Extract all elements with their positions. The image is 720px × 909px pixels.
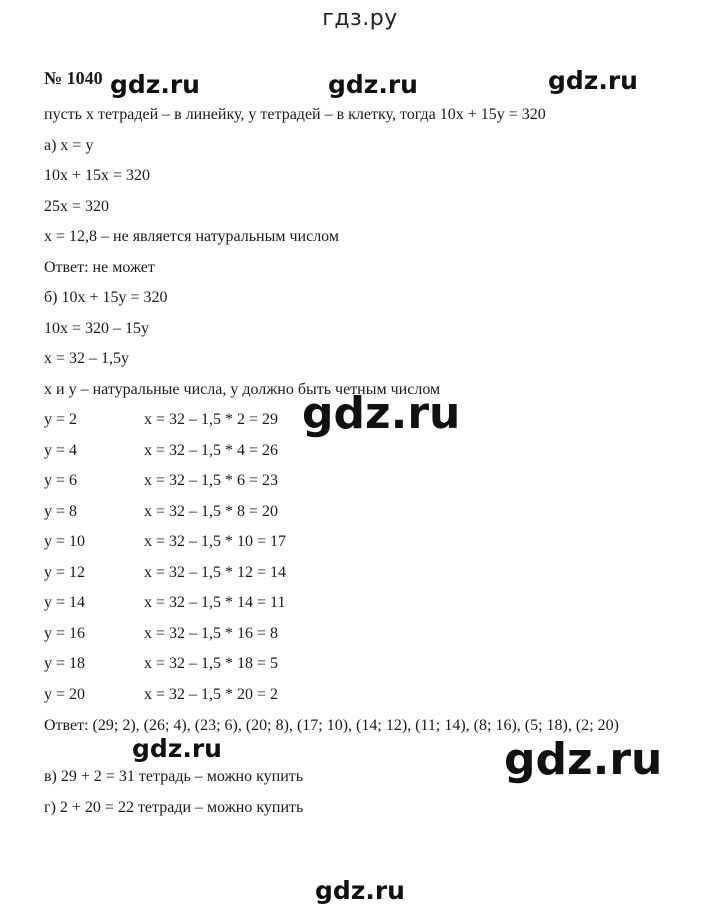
problem-number: № 1040 [44, 68, 103, 88]
text-line: Ответ: не может [44, 258, 155, 276]
text-line: пусть x тетрадей – в линейку, y тетрадей – в клетку, тогда 10x + 15y = 320 [44, 106, 546, 123]
x-formula: x = 32 – 1,5 * 10 = 17 [144, 533, 287, 550]
watermark-logo: gdz.ru [302, 388, 461, 439]
text-line: 10x = 320 – 15y [44, 319, 150, 337]
watermark-logo: gdz.ru [548, 66, 638, 95]
y-value: y = 8 [44, 502, 78, 520]
calc-row [44, 527, 694, 558]
answer-text: Ответ: (29; 2), (26; 4), (23; 6), (20; 8), (17; 10), (14; 12), (11; 14), (8; 16), (5; 18), (2; 20) [44, 717, 619, 734]
part-v: в) 29 + 2 = 31 тетрадь – можно купить [44, 768, 304, 785]
y-value: y = 4 [44, 441, 78, 459]
x-formula: x = 32 – 1,5 * 16 = 8 [144, 624, 279, 642]
calc-row [44, 436, 694, 467]
calc-row [44, 497, 694, 528]
x-formula: x = 32 – 1,5 * 14 = 11 [144, 594, 286, 611]
x-formula: x = 32 – 1,5 * 20 = 2 [144, 685, 279, 703]
part-g: г) 2 + 20 = 22 тетради – можно купить [44, 798, 304, 816]
watermark-logo: gdz.ru [504, 734, 663, 785]
text-line: 25x = 320 [44, 197, 110, 215]
site-header[interactable]: гдз.ру [322, 6, 398, 31]
x-formula: x = 32 – 1,5 * 2 = 29 [144, 411, 279, 428]
x-formula: x = 32 – 1,5 * 18 = 5 [144, 655, 279, 672]
x-formula: x = 32 – 1,5 * 8 = 20 [144, 502, 279, 520]
x-formula: x = 32 – 1,5 * 4 = 26 [144, 441, 279, 459]
y-value: y = 18 [44, 655, 86, 672]
text-line: а) x = y [44, 136, 94, 154]
calc-row [44, 466, 694, 497]
y-value: y = 6 [44, 472, 78, 489]
watermark-logo: gdz.ru [315, 876, 405, 905]
calc-row [44, 649, 694, 680]
text-line: 10x + 15x = 320 [44, 167, 151, 184]
watermark-logo: gdz.ru [132, 734, 222, 763]
calc-row [44, 588, 694, 619]
x-formula: x = 32 – 1,5 * 6 = 23 [144, 472, 279, 489]
y-value: y = 14 [44, 594, 86, 611]
calc-row [44, 680, 694, 711]
text-line: б) 10x + 15y = 320 [44, 289, 168, 306]
footer-watermark [0, 878, 720, 904]
y-value: y = 10 [44, 533, 86, 550]
calc-row [44, 558, 694, 589]
calc-row [44, 619, 694, 650]
y-value: y = 12 [44, 563, 86, 581]
y-value: y = 20 [44, 685, 86, 703]
text-line: x = 32 – 1,5y [44, 350, 130, 367]
text-line: x и y – натуральные числа, y должно быть четным числом [44, 380, 441, 398]
x-formula: x = 32 – 1,5 * 12 = 14 [144, 563, 287, 581]
watermark-logo: gdz.ru [328, 70, 418, 99]
y-value: y = 2 [44, 411, 78, 428]
text-line: x = 12,8 – не является натуральным числом [44, 228, 339, 245]
watermark-logo: gdz.ru [110, 70, 200, 99]
y-value: y = 16 [44, 624, 86, 642]
